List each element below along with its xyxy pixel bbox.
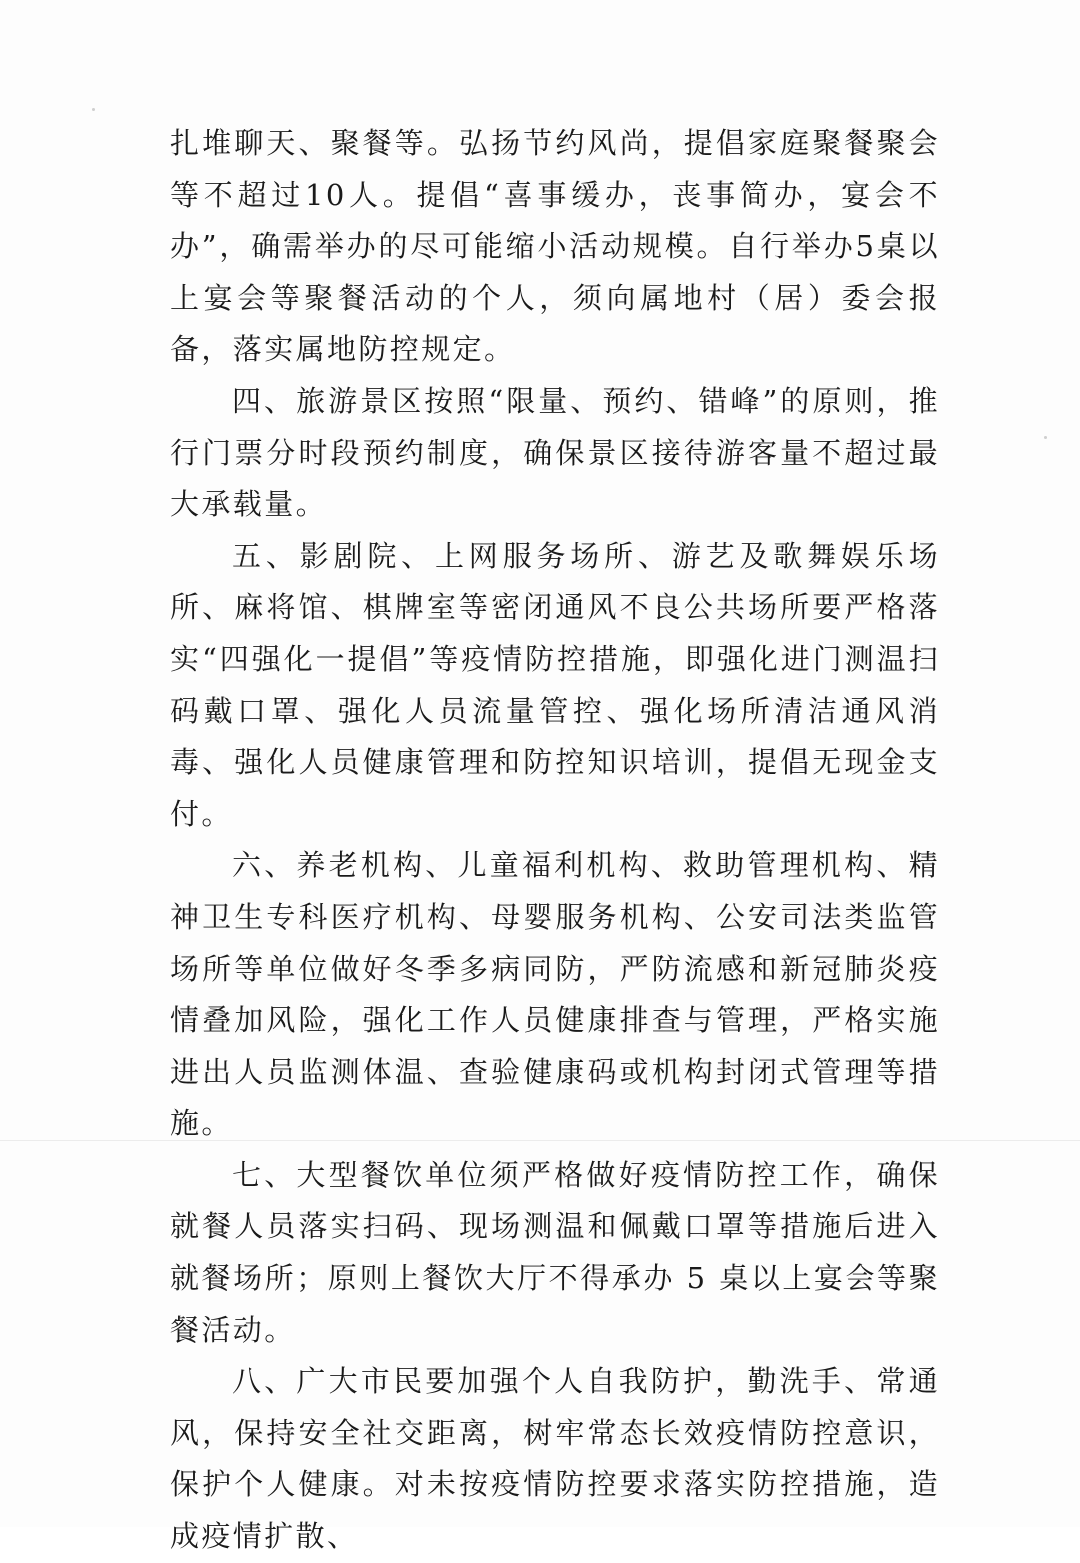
scan-speck xyxy=(92,108,95,111)
scan-speck xyxy=(1044,436,1047,439)
paragraph-item-4: 四、旅游景区按照“限量、预约、错峰”的原则，推行门票分时段预约制度，确保景区接待游客量不超过最大承载量。 xyxy=(170,383,940,522)
paragraph-item-8: 八、广大市民要加强个人自我防护，勤洗手、常通风，保持安全社交距离，树牢常态长效疫情防控意识，保护个人健康。对未按疫情防控要求落实防控措施，造成疫情扩散、 xyxy=(170,1364,940,1554)
paragraph-item-5: 五、影剧院、上网服务场所、游艺及歌舞娱乐场所、麻将馆、棋牌室等密闭通风不良公共场所要严格落实“四强化一提倡”等疫情防控措施，即强化进门测温扫码戴口罩、强化人员流量管控、强化场所清洁通风消毒、强化人员健康管理和防控知识培训，提倡无现金支付。 xyxy=(170,538,940,831)
paragraph-item-6: 六、养老机构、儿童福利机构、救助管理机构、精神卫生专科医疗机构、母婴服务机构、公安司法类监管场所等单位做好冬季多病同防，严防流感和新冠肺炎疫情叠加风险，强化工作人员健康排查与管理，严格实施进出人员监测体温、查验健康码或机构封闭式管理等措施。 xyxy=(170,848,940,1141)
paragraph-item-7: 七、大型餐饮单位须严格做好疫情防控工作，确保就餐人员落实扫码、现场测温和佩戴口罩等措施后进入就餐场所；原则上餐饮大厅不得承办 5 桌以上宴会等聚餐活动。 xyxy=(170,1157,940,1347)
paragraph-continuation: 扎堆聊天、聚餐等。弘扬节约风尚，提倡家庭聚餐聚会等不超过10人。提倡“喜事缓办，丧事简办，宴会不办”，确需举办的尽可能缩小活动规模。自行举办5桌以上宴会等聚餐活动的个人，须向属地村（居）委会报备，落实属地防控规定。 xyxy=(170,126,940,367)
document-body xyxy=(170,118,940,1563)
